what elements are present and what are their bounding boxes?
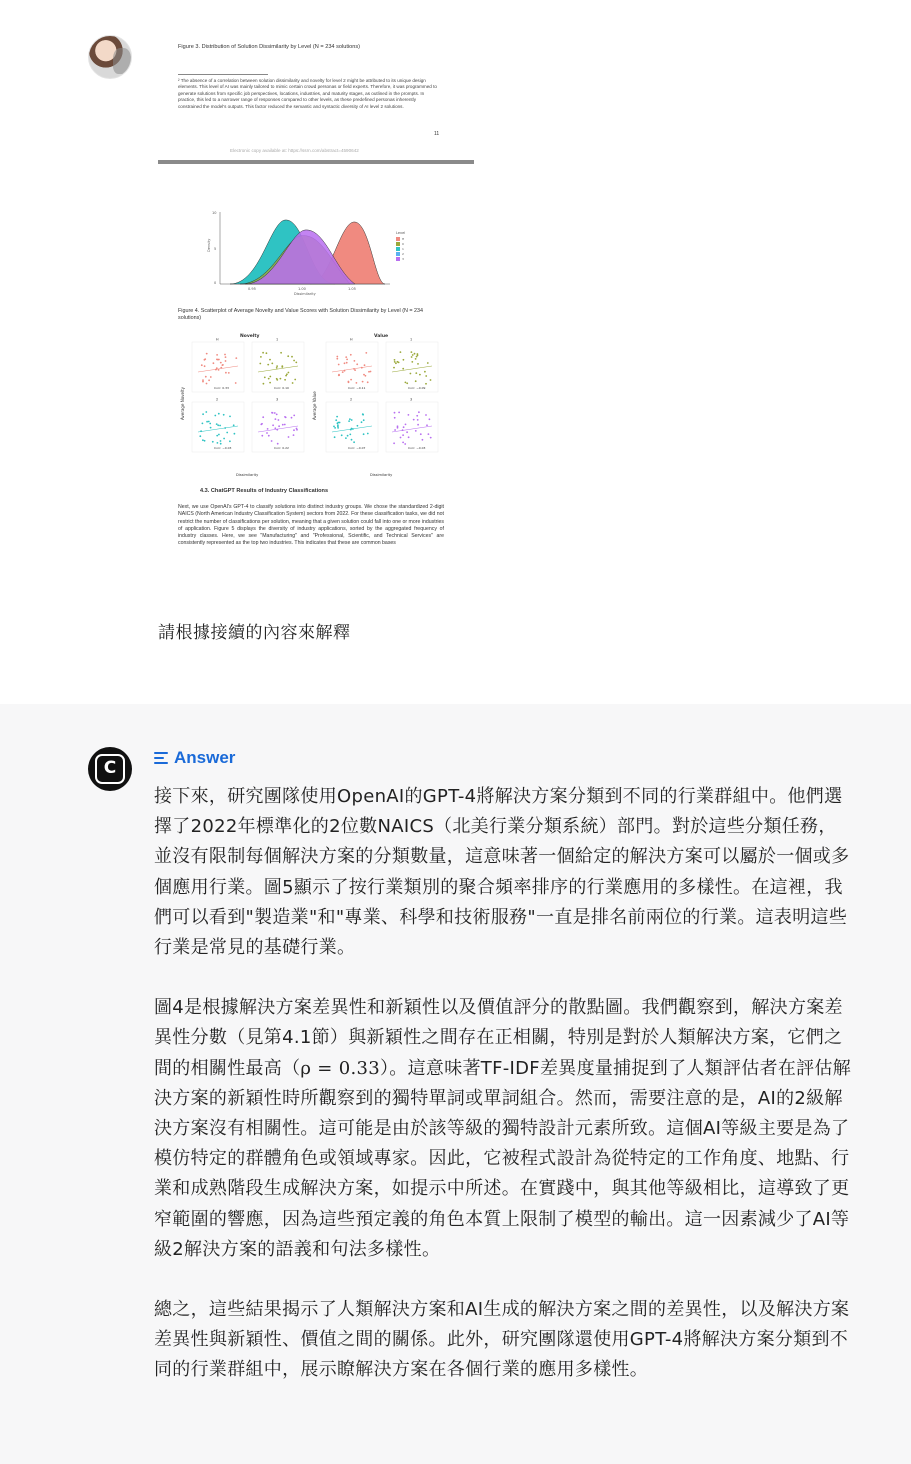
scatter-corr-label: Corr: −0.09 [408,386,426,390]
scatter-point [294,379,296,381]
scatter-point [202,381,204,383]
scatter-point [217,442,219,444]
scatter-point [214,415,216,417]
scatter-corr-label: Corr: −0.03 [214,446,232,450]
left-y-label: Average Novelty [180,386,185,420]
scatter-point [341,434,343,436]
scatter-point [367,433,369,435]
scatter-point [351,419,353,421]
scatter-point [346,362,348,364]
scatter-point [357,425,359,427]
scatter-point [395,362,397,364]
scatter-point [292,382,294,384]
scatter-point [427,362,429,364]
scatter-point [201,364,203,366]
scatter-point [410,373,412,375]
scatter-point [268,378,270,380]
scatter-panel-novelty-h [192,338,244,393]
scatter-point [199,435,201,437]
scatter-point [430,379,432,381]
scatter-point [349,418,351,420]
scatter-point [350,379,352,381]
scatter-point [293,415,295,417]
scatter-panel-novelty-1 [252,338,304,393]
scatter-point [362,381,364,383]
scatter-point [336,416,338,418]
answer-paragraph-3: 總之，這些結果揭示了人類解決方案和AI生成的解決方案之間的差異性，以及解決方案差異性與新穎性、價值之間的關係。此外，研究團隊還使用GPT-4將解決方案分類到不同的行業群組中，展示瞭解決方案在各個行業的應用多樣性。 [154,1299,850,1381]
scatter-point [225,372,227,374]
scatter-point [417,353,419,355]
scatter-point [414,353,416,355]
scatter-point [417,419,419,421]
scatter-point [276,367,278,369]
scatter-point [206,383,208,385]
scatter-point [333,426,335,428]
assistant-logo-icon [88,747,132,791]
scatter-facet-label: 1 [276,337,279,342]
scatter-point [405,424,407,426]
scatter-panels [170,330,450,480]
scatter-point [412,354,414,356]
scatter-point [271,440,273,442]
scatter-point [408,414,410,416]
scatter-point [429,418,431,420]
scatter-point [224,354,226,356]
scatter-point [335,419,337,421]
scatter-point [402,434,404,436]
scatter-point [394,417,396,419]
scatter-point [280,352,282,354]
scatter-point [228,372,230,374]
svg-text:1: 1 [402,247,404,251]
svg-text:Level: Level [396,231,406,235]
scatter-facet-label: 3 [410,397,413,402]
scatter-point [216,435,218,437]
scatter-corr-label: Corr: 0.10 [274,386,289,390]
scatter-point [428,433,430,435]
answer-paragraph-2-part-1: 圖4是根據解決方案差異性和新穎性以及價值評分的散點圖。我們觀察到，解決方案差異性分數（見第4.1節）與新穎性之間存在正相關，特別是對於人類解決方案，它們之間的相關性最高（ [154,997,843,1079]
scatter-point [288,372,290,374]
scatter-point [425,414,427,416]
answer-paragraph-2-part-2: ）。這意味著TF-IDF差異度量捕捉到了人類評估者在評估解決方案的新穎性時所觀察到的獨特單詞或單詞組合。然而，需要注意的是，AI的2級解決方案沒有相關性。這可能是由於該等級的獨特設計元素所致。這個AI等級主要是為了模仿特定的群體角色或領域專家。因此，它被程式設計為從特定的工作角度、地點、行業和成熟階段生成解決方案，如提示中所述。在實踐中，與其他等級相比，這導致了更窄範圍的響應，因為這些預定義的角色本質上限制了模型的輸出。這一因素減少了AI等級2解決方案的語義和句法多樣性。 [154,1057,852,1260]
scatter-point [223,414,225,416]
scatter-point [367,381,369,383]
scatter-corr-label: Corr: −0.03 [408,446,426,450]
scatter-point [233,424,235,426]
attached-page-image-2[interactable] [170,200,450,570]
scatter-point [212,441,214,443]
scatter-point [402,442,404,444]
scatter-point [368,371,370,373]
scatter-point [404,443,406,445]
scatter-point [295,362,297,364]
scatter-point [267,428,269,430]
scatter-point [219,425,221,427]
scatter-point [394,359,396,361]
left-x-label: Dissimilarity [236,473,259,477]
scatter-point [338,374,340,376]
answer-label: Answer [174,748,236,767]
scatter-point [394,412,396,414]
section-heading-4-3: 4.3. ChatGPT Results of Industry Classifications [200,488,329,494]
scatter-point [417,424,419,426]
scatter-point [415,372,417,374]
scatter-point [403,359,405,361]
scatter-point [274,412,276,414]
scatter-point [393,442,395,444]
right-x-label: Dissimilarity [370,473,393,477]
scatter-point [398,362,400,364]
scatter-point [202,439,204,441]
scatter-point [363,374,365,376]
page-number: 11 [434,131,440,137]
scatter-point [346,359,348,361]
correlation-formula: ρ = 0.33 [300,1057,380,1079]
scatter-point [415,430,417,432]
scatter-point [356,382,358,384]
density-y-tick: 5 [214,247,217,251]
scatter-point [225,356,227,358]
scatter-point [348,420,350,422]
scatter-point [226,432,228,434]
electronic-copy-note: Electronic copy available at: https://ssrn.com/abstract=4590642 [230,148,359,153]
scatter-point [285,417,287,419]
scatter-point [208,421,210,423]
scatter-point [361,421,363,423]
density-x-label: Dissimilarity [294,292,316,296]
assistant-message-turn [0,704,911,1464]
scatter-point [403,426,405,428]
scatter-point [263,383,265,385]
scatter-point [338,364,340,366]
scatter-point [274,427,276,429]
scatter-point [282,424,284,426]
scatter-point [426,424,428,426]
scatter-facet-label: 2 [216,397,219,402]
scatter-point [349,434,351,436]
svg-text:H: H [402,237,405,241]
svg-text:3: 3 [402,257,404,261]
scatter-point [425,383,427,385]
user-message-turn [0,0,911,704]
scatter-point [416,356,418,358]
scatter-panel-value-2 [326,398,378,453]
scatter-corr-label: Corr: −0.07 [348,446,366,450]
scatter-point [415,358,417,360]
scatter-point [225,360,227,362]
scatter-point [216,354,218,356]
scatter-point [280,378,282,380]
scatter-point [334,436,336,438]
scatter-point [364,364,366,366]
scatter-point [216,423,218,425]
scatter-point [422,439,424,441]
scatter-point [400,437,402,439]
scatter-facet-label: H [350,337,353,342]
scatter-panel-value-3 [386,398,438,453]
density-y-tick: 0 [214,281,217,285]
scatter-point [400,351,402,353]
scatter-corr-label: Corr: 0.22 [274,446,289,450]
scatter-point [264,377,266,379]
novelty-title: Novelty [240,334,260,339]
scatter-point [334,427,336,429]
scatter-point [276,414,278,416]
scatter-point [354,360,356,362]
scatter-point [278,425,280,427]
scatter-point [206,421,208,423]
scatter-point [337,426,339,428]
scatter-point [286,373,288,375]
scatter-point [217,359,219,361]
scatter-point [220,443,222,445]
scatter-point [261,435,263,437]
scatter-point [398,412,400,414]
scatter-point [235,357,237,359]
scatter-point [405,382,407,384]
scatter-point [205,376,207,378]
user-avatar-icon [88,35,132,79]
scatter-point [206,353,208,355]
scatter-point [406,382,408,384]
scatter-point [259,363,261,365]
scatter-point [269,376,271,378]
scatter-facet-label: 2 [350,397,353,402]
footnote-rule [178,74,268,75]
scatter-point [272,424,274,426]
scatter-point [204,440,206,442]
answer-paragraph-1: 接下來，研究團隊使用OpenAI的GPT-4將解決方案分類到不同的行業群組中。他們選擇了2022年標準化的2位數NAICS（北美行業分類系統）部門。對於這些分類任務，並沒有限制每個解決方案的分類數量，這意味著一個給定的解決方案可以屬於一個或多個應用行業。圖5顯示了按行業類別的聚合頻率排序的行業應用的多樣性。在這裡，我們可以看到"製造業"和"專業、科學和技術服務"一直是排名前兩位的行業。這表明這些行業是常見的基礎行業。 [154,786,850,959]
assistant-logo-letter: C [95,754,125,784]
density-plot [170,200,450,300]
scatter-point [266,432,268,434]
scatter-point [204,365,206,367]
scatter-point [234,433,236,435]
scatter-point [296,428,298,430]
scatter-point [266,352,268,354]
scatter-point [268,435,270,437]
scatter-point [363,419,365,421]
scatter-point [208,379,210,381]
scatter-point [276,365,278,367]
density-legend [396,231,405,261]
scatter-point [291,417,293,419]
scatter-point [235,382,237,384]
scatter-point [202,413,204,415]
scatter-point [345,437,347,439]
scatter-point [342,371,344,373]
scatter-point [336,356,338,358]
scatter-point [269,382,271,384]
scatter-point [272,412,274,414]
scatter-point [218,413,220,415]
scatter-point [415,380,417,382]
answer-lines-icon [154,752,168,764]
scatter-point [287,355,289,357]
scatter-point [337,422,339,424]
scatter-facet-label: 1 [410,337,413,342]
scatter-point [288,436,290,438]
scatter-point [209,423,211,425]
scatter-point [424,371,426,373]
scatter-point [222,364,224,366]
scatter-point [275,418,277,420]
scatter-point [347,435,349,437]
scatter-point [262,352,264,354]
scatter-point [293,429,295,431]
scatter-point [204,358,206,360]
scatter-point [370,371,372,373]
user-message-text: 請根據接續的內容來解釋 [158,623,351,643]
answer-header [154,748,235,768]
svg-text:0: 0 [402,242,404,246]
scatter-point [205,411,207,413]
scatter-point [223,438,225,440]
scatter-point [281,366,283,368]
scatter-point [267,364,269,366]
scatter-point [363,433,365,435]
scatter-point [411,361,413,363]
scatter-point [351,439,353,441]
density-x-tick: 0.95 [248,287,256,291]
scatter-facet-label: H [216,337,219,342]
scatter-point [269,359,271,361]
scatter-point [271,363,273,365]
scatter-point [356,363,358,365]
scatter-point [362,414,364,416]
scatter-point [408,436,410,438]
scatter-point [397,427,399,429]
scatter-point [218,434,220,436]
scatter-panel-novelty-3 [252,398,304,453]
scatter-point [406,431,408,433]
right-y-label: Average Value [312,391,317,420]
scatter-panel-value-1 [386,338,438,393]
scatter-point [420,433,422,435]
scatter-point [277,443,279,445]
density-x-tick: 1.00 [298,287,306,291]
scatter-point [419,374,421,376]
scatter-point [202,423,204,425]
scatter-point [394,361,396,363]
scatter-point [394,429,396,431]
svg-text:2: 2 [402,252,404,256]
scatter-panel-novelty-2 [192,398,244,453]
scatter-point [293,434,295,436]
scatter-corr-label: Corr: 0.33 [214,386,229,390]
scatter-point [217,424,219,426]
scatter-point [260,424,262,426]
answer-paragraph-2 [154,993,854,1265]
scatter-point [417,363,419,365]
density-y-tick: 10 [212,211,217,215]
scatter-point [293,360,295,362]
figure3-caption: Figure 3. Distribution of Solution Dissimilarity by Level (N = 234 solutions) [178,44,361,50]
scatter-point [291,356,293,358]
scatter-point [345,356,347,358]
figure4-caption: Figure 4. Scatterplot of Average Novelty and Value Scores with Solution Dissimilarity by Level (N = 234 solutions) [178,308,424,321]
scatter-point [418,411,420,413]
page-bottom-edge [158,160,474,164]
scatter-panel-value-h [326,338,378,393]
scatter-point [220,362,222,364]
footnote-text: ² The absence of a correlation between solution dissimilarity and novelty for level 2 might be attributed to its unique design elements. This level of AI was mainly tailored to mimic certain crowd personas or field experts. Therefore, it was programmed to generate solutions from specific job perspectives, locations, industries, and maturity stages, as outlined in the prompts. In practice, this led to a narrower range of responses compared to other levels, as these predefined personas inherently constrained the model's outputs. This factor reduced the semantic and syntactic diversity of AI level 2 solutions. [178,78,437,109]
scatter-point [210,427,212,429]
scatter-corr-label: Corr: −0.11 [348,386,366,390]
scatter-point [213,362,215,364]
scatter-point [336,358,338,360]
scatter-point [402,368,404,370]
scatter-point [348,381,350,383]
scatter-point [365,352,367,354]
scatter-point [276,379,278,381]
scatter-point [278,419,280,421]
scatter-point [262,416,264,418]
scatter-point [350,354,352,356]
density-y-label: Density [207,238,211,252]
scatter-point [425,375,427,377]
section-body-text: Next, we use OpenAI's GPT-4 to classify solutions into distinct industry groups. We chose the standardized 2-digit NAICS (North American Industry Classification System) sectors from 2022. For these classification tasks, we did not restrict the number of classifications per solution, meaning that a given solution could fall into one or more industries of application. Figure 5 displays the diversity of industry applications, sorted by the aggregated frequency of industry classes. Here, we see "Manufacturing" and "Professional, Scientific, and Technical Services" are consistently represented as the top two industries. This indicates that these are common bases [178,504,444,547]
scatter-point [365,375,367,377]
scatter-point [393,367,395,369]
density-x-tick: 1.05 [348,287,356,291]
scatter-point [416,415,418,417]
scatter-point [210,376,212,378]
scatter-point [413,419,415,421]
scatter-point [430,437,432,439]
scatter-facet-label: 3 [276,397,279,402]
scatter-point [220,440,222,442]
scatter-point [229,440,231,442]
scatter-point [284,379,286,381]
attached-page-image-1[interactable] [158,32,474,164]
scatter-point [260,356,262,358]
scatter-point [411,356,413,358]
scatter-point [353,441,355,443]
scatter-point [344,362,346,364]
scatter-point [411,351,413,353]
scatter-point [284,424,286,426]
scatter-point [229,416,231,418]
answer-body [154,782,854,1416]
value-title: Value [374,334,389,339]
